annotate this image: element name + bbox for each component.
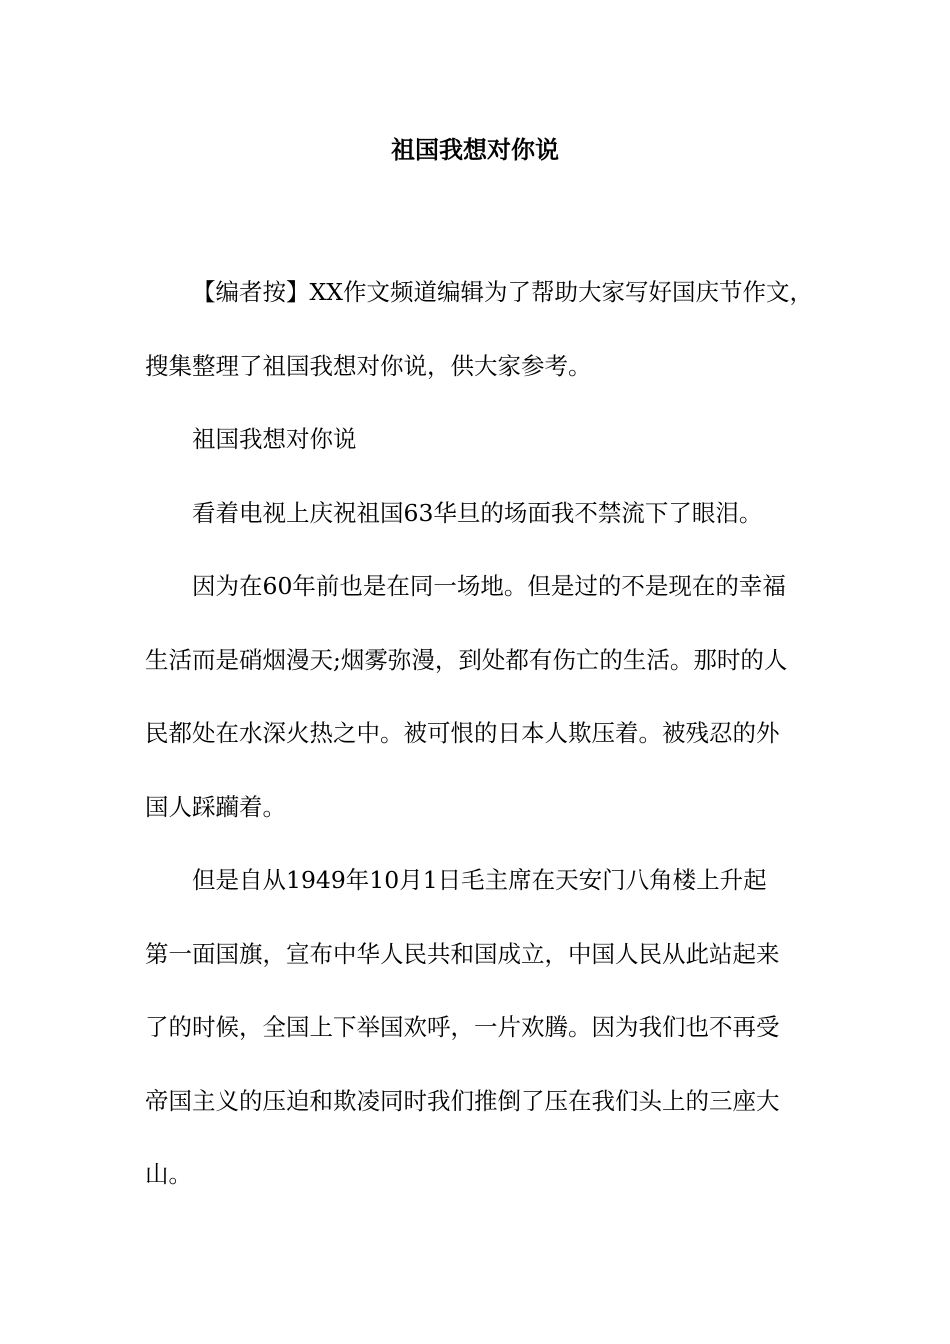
paragraph-history (145, 550, 810, 844)
paragraph-line: 第一面国旗，宣布中华人民共和国成立，中国人民从此站起来 (145, 939, 780, 968)
paragraph-line: 山。 (145, 1160, 192, 1188)
paragraph-subtitle (145, 403, 810, 477)
document-body (145, 256, 813, 1212)
paragraph-line: 因为在60年前也是在同一场地。但是过的不是现在的幸福 (192, 572, 786, 600)
paragraph-line: 【编者按】XX作文频道编辑为了帮助大家写好国庆节作文， (192, 278, 813, 306)
paragraph-line: 了的时候，全国上下举国欢呼，一片欢腾。因为我们也不再受 (145, 1013, 780, 1041)
paragraph-line: 但是自从1949年10月1日毛主席在天安门八角楼上升起 (192, 866, 767, 894)
paragraph-line: 国人踩躏着。 (145, 792, 286, 821)
paragraph-line: 祖国我想对你说 (192, 425, 357, 453)
paragraph-founding (145, 844, 810, 1212)
paragraph-editor-note (145, 256, 813, 403)
paragraph-line: 看着电视上庆祝祖国63华旦的场面我不禁流下了眼泪。 (192, 498, 763, 527)
document-title: 祖国我想对你说 (391, 135, 559, 164)
paragraph-intro (145, 477, 810, 551)
paragraph-line: 搜集整理了祖国我想对你说，供大家参考。 (145, 351, 592, 380)
paragraph-line: 生活而是硝烟漫天;烟雾弥漫，到处都有伤亡的生活。那时的人 (145, 645, 788, 674)
paragraph-line: 帝国主义的压迫和欺凌同时我们推倒了压在我们头上的三座大 (145, 1086, 780, 1115)
paragraph-line: 民都处在水深火热之中。被可恨的日本人欺压着。被残忍的外 (145, 719, 780, 747)
